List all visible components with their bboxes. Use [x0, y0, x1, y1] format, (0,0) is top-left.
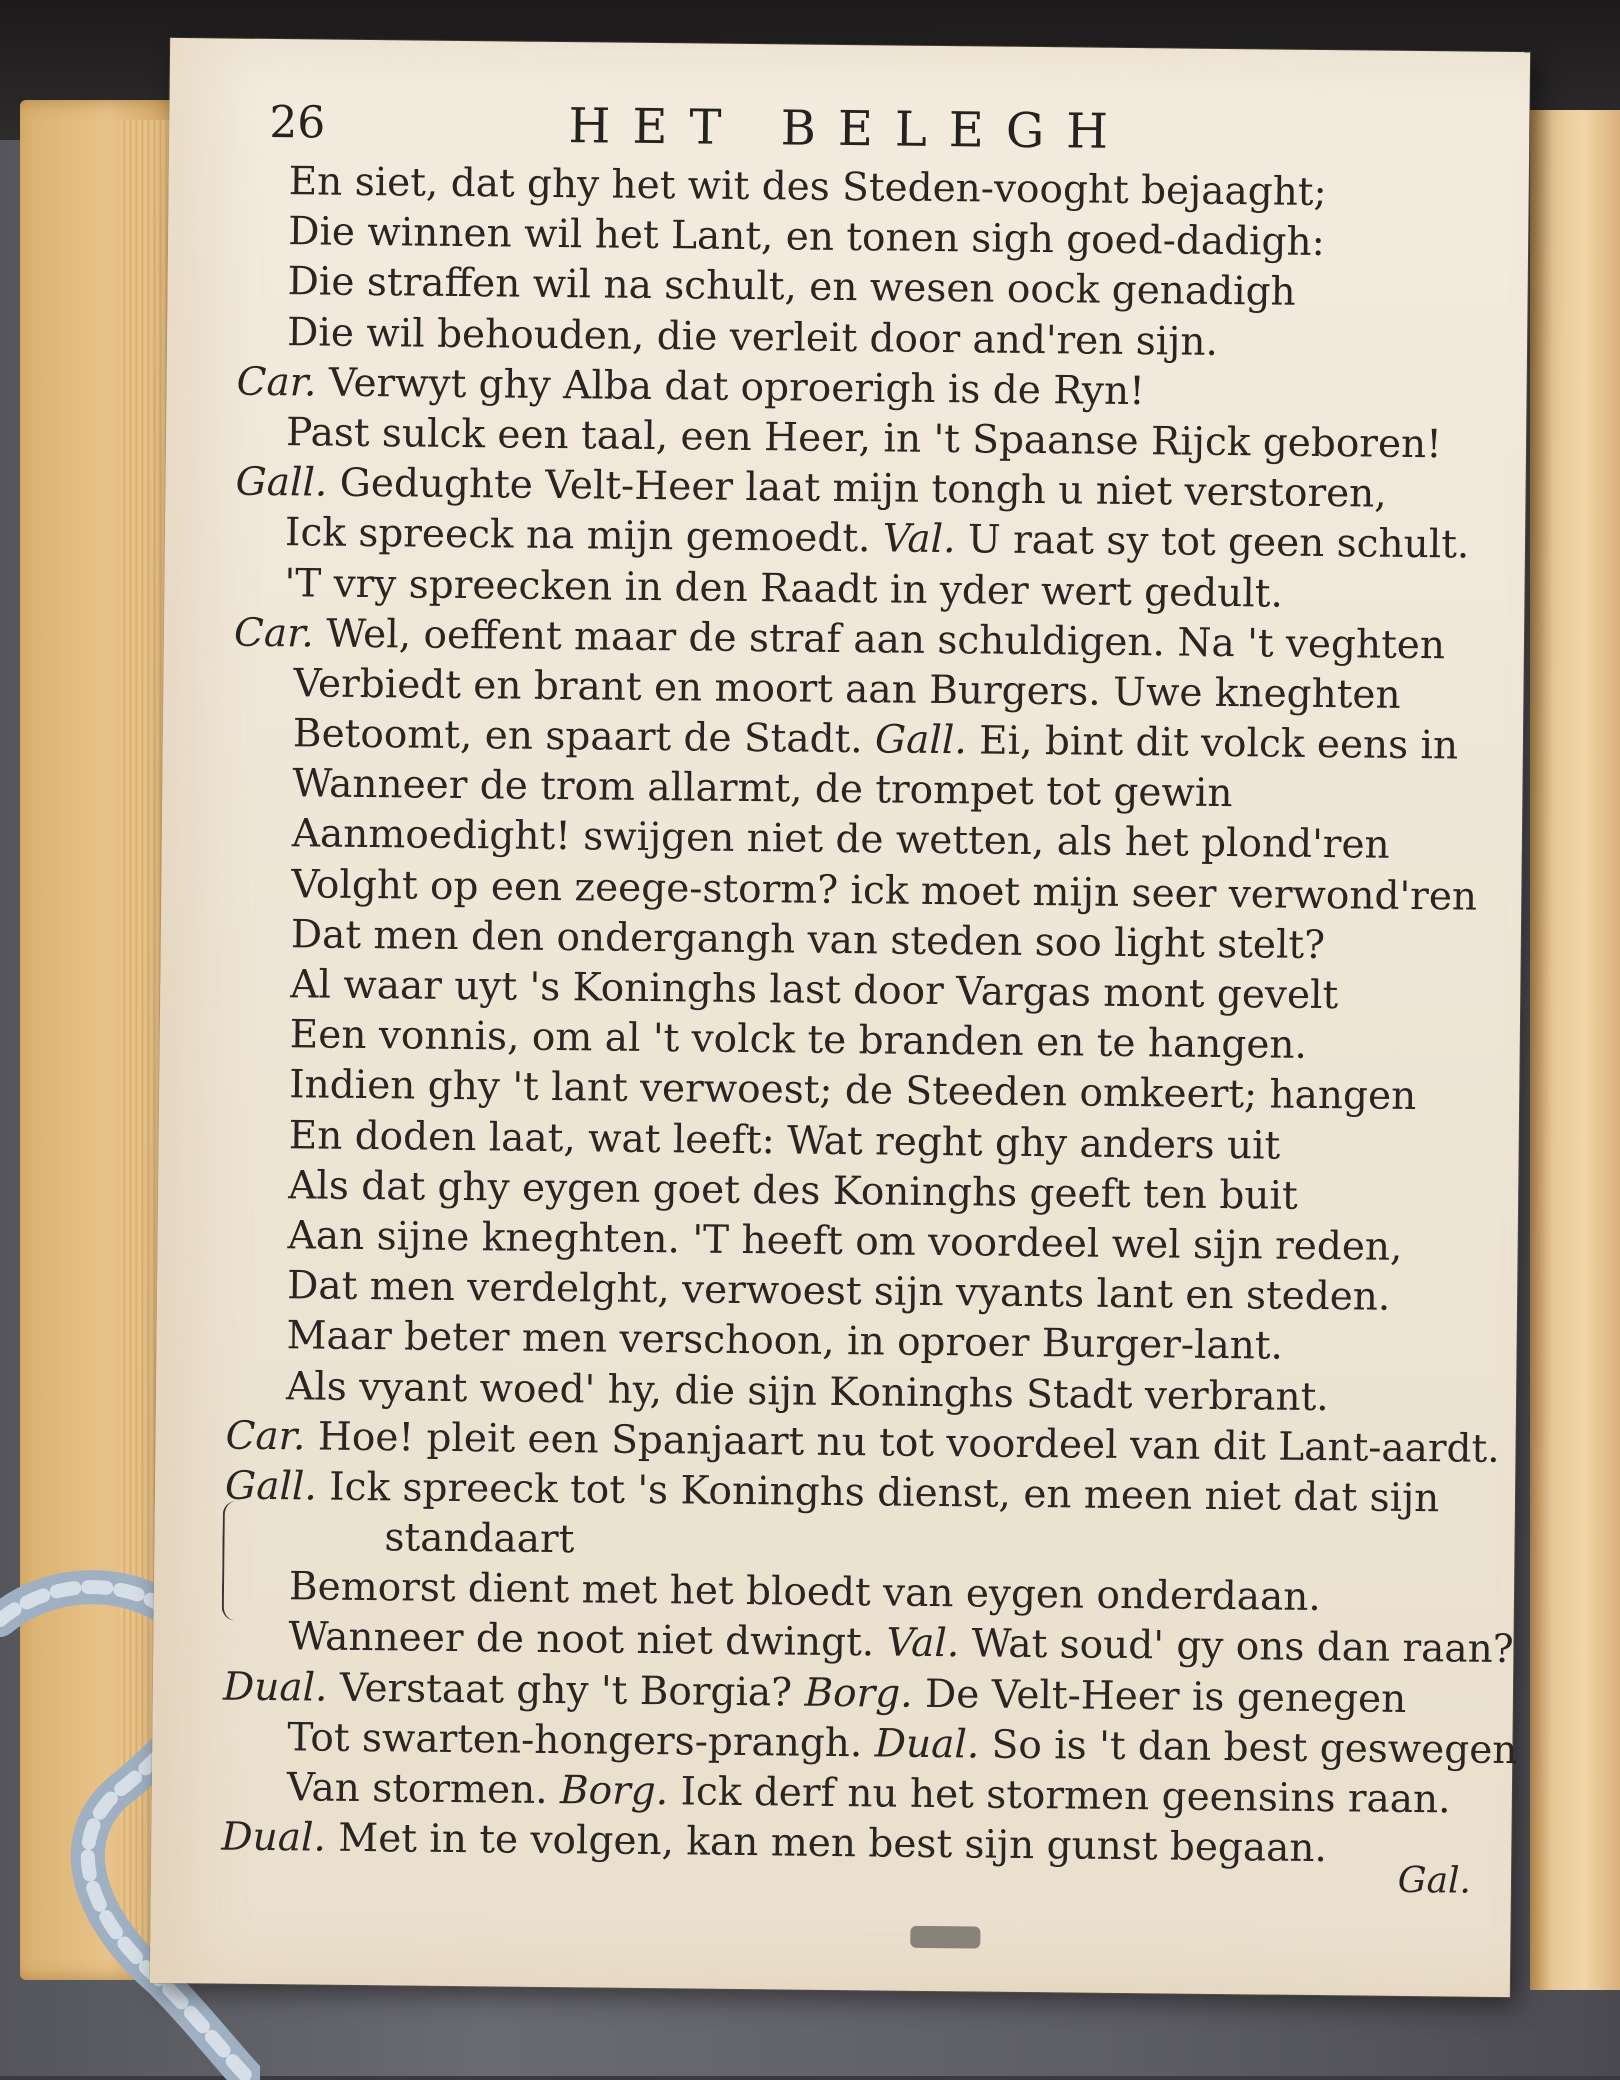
catchword: Gal.	[1397, 1859, 1472, 1902]
line-text: Van stormen.	[286, 1765, 561, 1814]
line-text: Dat men den ondergangh van steden soo light stelt?	[290, 912, 1326, 968]
speaker-label: Val.	[886, 1620, 960, 1667]
line-text: Aan sijne kneghten. 'T heeft om voordeel wel sijn reden,	[287, 1213, 1403, 1270]
speaker-label: Borg.	[804, 1670, 913, 1717]
line-text: Ick spreeck tot 's Koninghs dienst, en meen niet dat sijn	[316, 1464, 1440, 1522]
speaker-label: Dual.	[874, 1721, 980, 1768]
line-text: Dat men verdelght, verwoest sijn vyants lant en steden.	[286, 1263, 1391, 1320]
line-text: Als dat ghy eygen goet des Koninghs geeft ten buit	[287, 1162, 1298, 1219]
line-text: En siet, dat ghy het wit des Steden-vooght bejaaght;	[288, 159, 1327, 216]
line-text: Verbiedt en brant en moort aan Burgers. Uwe kneghten	[293, 661, 1401, 718]
speaker-label: Car.	[225, 1413, 306, 1460]
speaker-label: Borg.	[559, 1768, 669, 1815]
line-text: Wanneer de noot niet dwingt.	[288, 1614, 887, 1666]
line-text: Al waar uyt 's Koninghs last door Vargas mont gevelt	[290, 962, 1339, 1019]
running-head: HET BELEGH	[568, 98, 1131, 160]
line-text: Als vyant woed' hy, die sijn Koninghs Stadt verbrant.	[285, 1363, 1329, 1420]
line-text: Verwyt ghy Alba dat oproerigh is de Ryn!	[316, 360, 1145, 414]
line-text: Wel, oeffent maar de straf aan schuldigen. Na 't veghten	[313, 611, 1446, 669]
line-text: Tot swarten-hongers-prangh.	[287, 1715, 875, 1767]
line-text: Hoe! pleit een Spanjaart nu tot voordeel van dit Lant-aardt.	[305, 1414, 1500, 1472]
line-text: U raat sy tot geen schult.	[955, 517, 1470, 568]
line-text: Past sulck een taal, een Heer, in 't Spaanse Rijck geboren!	[285, 410, 1443, 468]
line-text: 'T vry spreecken in den Raadt in yder wert gedult.	[284, 560, 1284, 617]
speaker-label: Car.	[236, 359, 317, 406]
line-text: Ick spreeck na mijn gemoedt.	[284, 510, 884, 562]
speaker-label: Gall.	[874, 717, 968, 764]
line-text: Die straffen wil na schult, en wesen oock genadigh	[287, 259, 1296, 316]
speaker-label: Gall.	[224, 1463, 318, 1510]
line-text: Bemorst dient met het bloedt van eygen onderdaan.	[288, 1564, 1321, 1621]
page-number: 26	[269, 96, 326, 149]
page-edges-right	[1530, 110, 1620, 1990]
speaker-label: Dual.	[222, 1664, 328, 1711]
line-text: Aanmoedight! swijgen niet de wetten, als het plond'ren	[291, 811, 1390, 869]
line-text: Volght op een zeege-storm? ick moet mijn seer verwond'ren	[291, 861, 1478, 920]
line-text: Indien ghy 't lant verwoest; de Steeden omkeert; hangen	[289, 1062, 1417, 1120]
book-page	[150, 38, 1530, 1997]
line-text: standaart	[384, 1515, 575, 1563]
line-text: De Velt-Heer is genegen	[912, 1671, 1407, 1722]
line-text: Die winnen wil het Lant, en tonen sigh goed-dadigh:	[287, 209, 1325, 266]
speaker-label: Car.	[233, 610, 315, 657]
line-text: Betoomt, en spaart de Stadt.	[292, 711, 876, 763]
line-text: Ick derf nu het stormen geensins raan.	[667, 1769, 1451, 1823]
ink-smudge	[910, 1926, 980, 1949]
verse-text	[221, 157, 1518, 1877]
line-text: Een vonnis, om al 't volck te branden en te hangen.	[289, 1012, 1308, 1069]
speaker-label: Gall.	[235, 459, 328, 506]
line-text: Wat soud' gy ons dan raan?	[959, 1621, 1514, 1673]
speaker-label: Val.	[882, 516, 956, 563]
line-text: So is 't dan best geswegen	[978, 1722, 1518, 1773]
line-text: Die wil behouden, die verleit door and'ren sijn.	[286, 309, 1219, 365]
speaker-label: Dual.	[221, 1814, 327, 1861]
line-text: Wanneer de trom allarmt, de trompet tot gewin	[292, 761, 1233, 817]
line-text: En doden laat, wat leeft: Wat reght ghy anders uit	[288, 1112, 1281, 1169]
line-text: Maar beter men verschoon, in oproer Burger-lant.	[286, 1313, 1284, 1369]
line-text: Verstaat ghy 't Borgia?	[327, 1665, 805, 1716]
line-text: Gedughte Velt-Heer laat mijn tongh u niet verstoren,	[327, 460, 1387, 517]
line-text: Met in te volgen, kan men best sijn gunst begaan.	[325, 1815, 1328, 1872]
line-text: Ei, bint dit volck eens in	[966, 718, 1459, 769]
